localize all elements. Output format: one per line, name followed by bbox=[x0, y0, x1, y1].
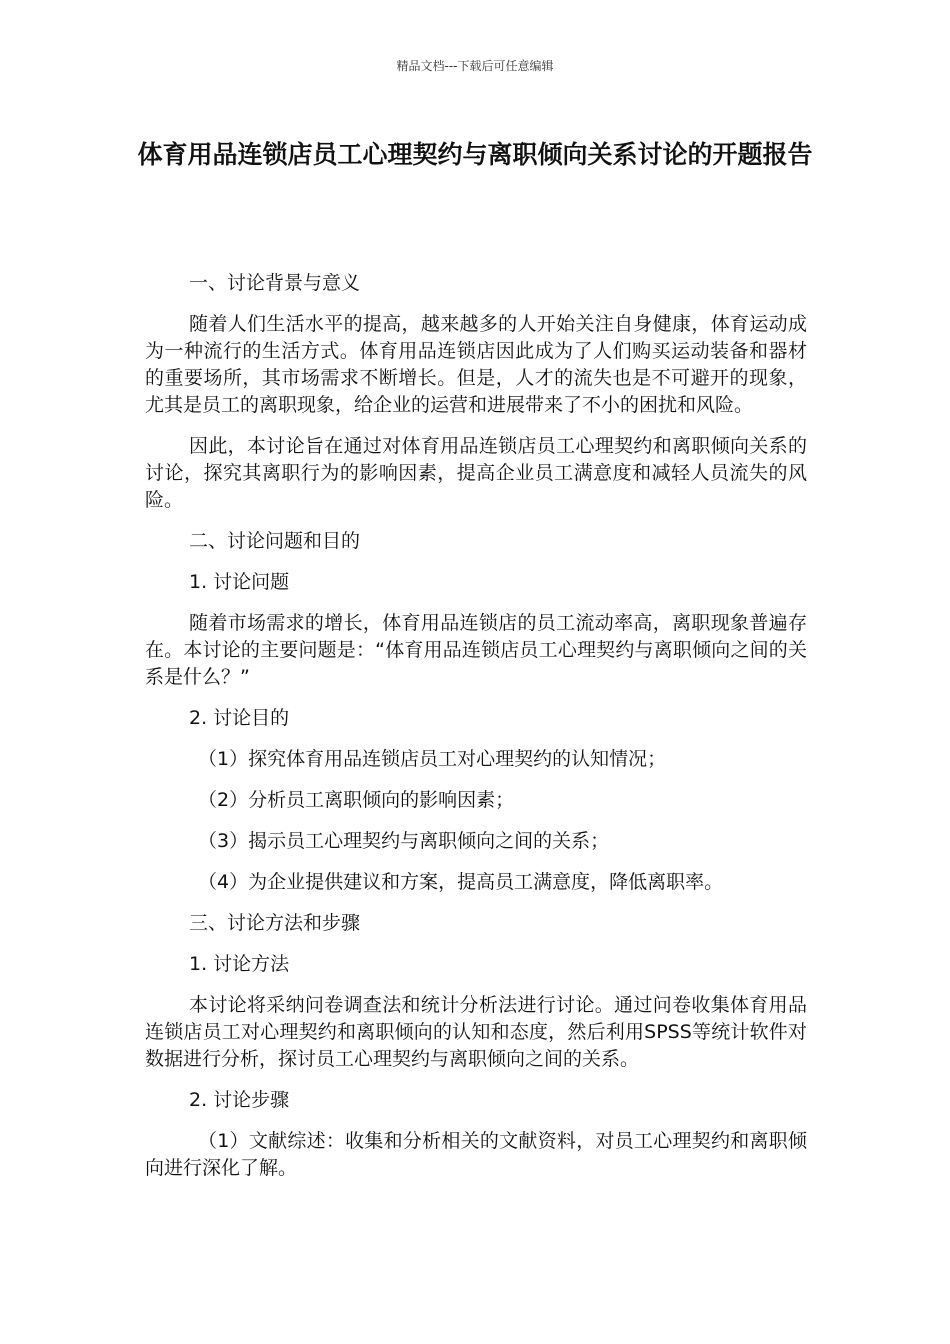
step-item-1: （1）文献综述：收集和分析相关的文献资料，对员工心理契约和离职倾向进行深化了解。 bbox=[145, 1130, 807, 1179]
section-heading-methods: 三、讨论方法和步骤 bbox=[189, 912, 361, 934]
section-heading-background: 一、讨论背景与意义 bbox=[189, 272, 361, 294]
purpose-item-3: （3）揭示员工心理契约与离职倾向之间的关系； bbox=[198, 830, 610, 852]
purpose-item-2: （2）分析员工离职倾向的影响因素； bbox=[198, 789, 515, 811]
subheading-method: 1. 讨论方法 bbox=[189, 953, 290, 975]
paragraph-background-1: 随着人们生活水平的提高，越来越多的人开始关注自身健康，体育运动成为一种流行的生活方式。体育用品连锁店因此成为了人们购买运动装备和器材的重要场所，其市场需求不断增长。但是，人才的流失也是不可避开的现象，尤其是员工的离职现象，给企业的运营和进展带来了不小的困扰和风险。 bbox=[145, 313, 807, 416]
subheading-steps: 2. 讨论步骤 bbox=[189, 1089, 290, 1111]
paragraph-question: 随着市场需求的增长，体育用品连锁店的员工流动率高，离职现象普遍存在。本讨论的主要问题是：“体育用品连锁店员工心理契约与离职倾向之间的关系是什么？” bbox=[145, 612, 807, 688]
header-note: 精品文档---下载后可任意编辑 bbox=[396, 59, 554, 73]
document-body bbox=[145, 270, 807, 1196]
document-title: 体育用品连锁店员工心理契约与离职倾向关系讨论的开题报告 bbox=[137, 140, 813, 169]
paragraph-method: 本讨论将采纳问卷调查法和统计分析法进行讨论。通过问卷收集体育用品连锁店员工对心理契约和离职倾向的认知和态度，然后利用SPSS等统计软件对数据进行分析，探讨员工心理契约与离职倾向之间的关系。 bbox=[145, 994, 807, 1070]
purpose-item-1: （1）探究体育用品连锁店员工对心理契约的认知情况； bbox=[198, 748, 667, 770]
subheading-question: 1. 讨论问题 bbox=[189, 571, 290, 593]
subheading-purpose: 2. 讨论目的 bbox=[189, 707, 290, 729]
purpose-item-4: （4）为企业提供建议和方案，提高员工满意度，降低离职率。 bbox=[198, 871, 724, 893]
paragraph-background-2: 因此，本讨论旨在通过对体育用品连锁店员工心理契约和离职倾向关系的讨论，探究其离职行为的影响因素，提高企业员工满意度和减轻人员流失的风险。 bbox=[145, 435, 807, 511]
section-heading-questions: 二、讨论问题和目的 bbox=[189, 530, 361, 552]
